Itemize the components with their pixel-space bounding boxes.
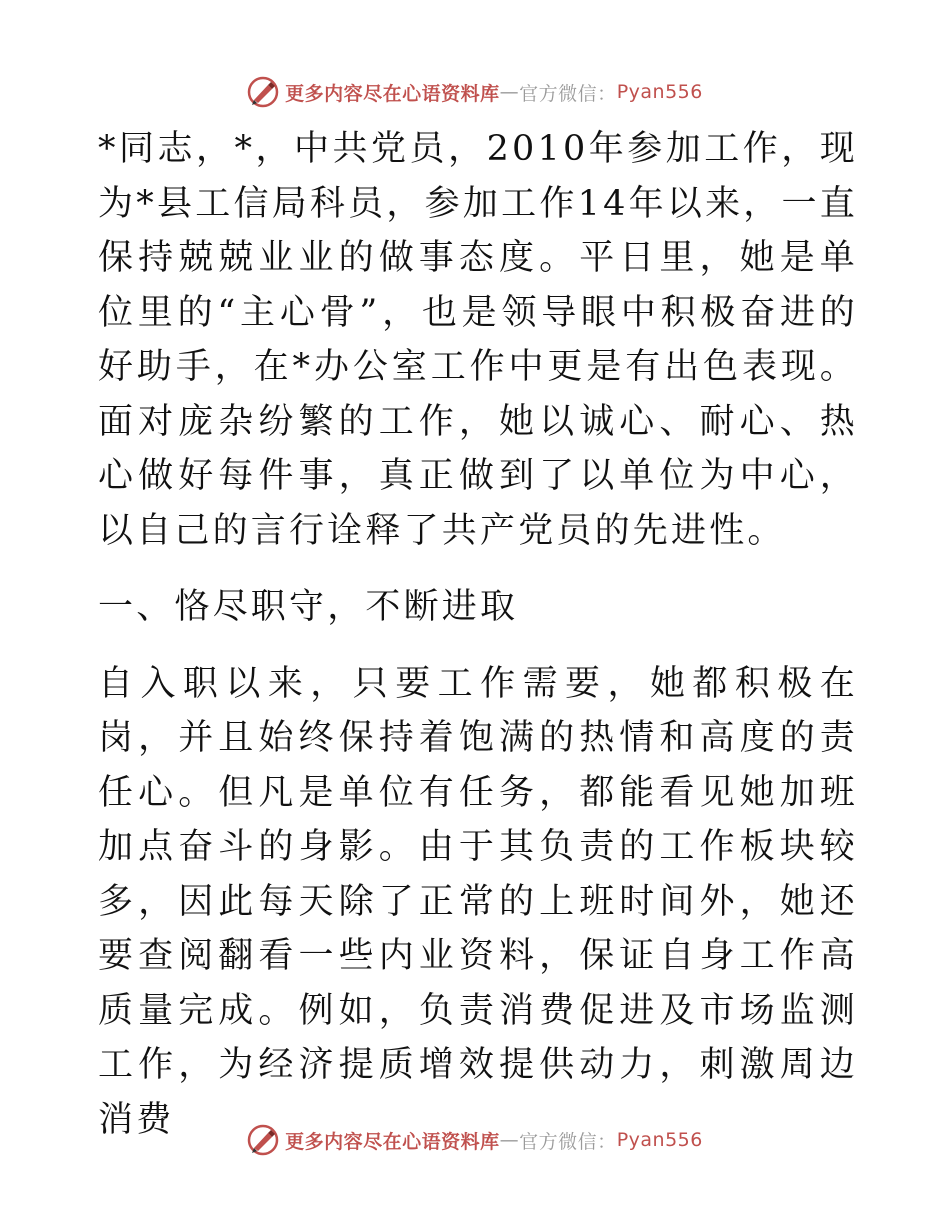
wechat-id: Pyan556 [616, 1129, 703, 1151]
site-name: 更多内容尽在心语资料库 [285, 1130, 500, 1153]
pen-logo-icon [247, 1124, 279, 1156]
body-paragraph: 自入职以来，只要工作需要，她都积极在岗，并且始终保持着饱满的热情和高度的责任心。但凡是单位有任务，都能看见她加班加点奋斗的身影。由于其负责的工作板块较多，因此每天除了正常的上班时间外，她还要查阅翻看一些内业资料，保证自身工作高质量完成。例如，负责消费促进及市场监测工作，为经济提质增效提供动力，刺激周边消费 [98, 663, 858, 1140]
wechat-label: 官方微信： [519, 1130, 617, 1153]
site-name: 更多内容尽在心语资料库 [285, 82, 500, 105]
wechat-id: Pyan556 [616, 81, 703, 103]
banner-separator: — [499, 81, 520, 103]
header-banner [0, 72, 950, 112]
banner-separator: — [499, 1129, 520, 1151]
footer-banner [0, 1120, 950, 1160]
pen-logo-icon [247, 76, 279, 108]
intro-paragraph: *同志，*，中共党员，2010年参加工作，现为*县工信局科员，参加工作14年以来，一直保持兢兢业业的做事态度。平日里，她是单位里的“主心骨”，也是领导眼中积极奋进的好助手，在*办公室工作中更是有出色表现。面对庞杂纷繁的工作，她以诚心、耐心、热心做好每件事，真正做到了以单位为中心，以自己的言行诠释了共产党员的先进性。 [98, 129, 858, 551]
section-heading: 一、恪尽职守，不断进取 [98, 587, 519, 627]
document-body [98, 122, 858, 1169]
wechat-label: 官方微信： [519, 82, 617, 105]
